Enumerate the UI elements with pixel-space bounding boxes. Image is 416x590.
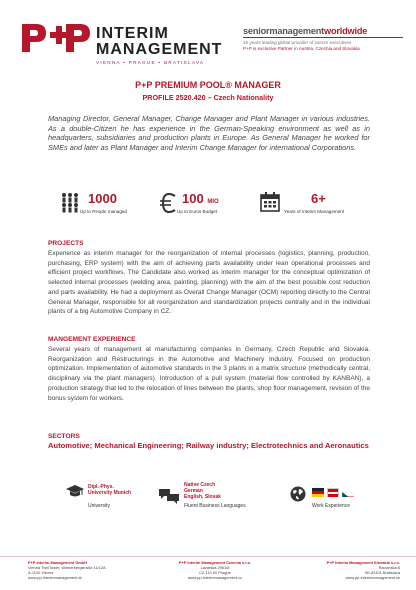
stat-people-value: 1000 <box>88 191 117 206</box>
profile-summary: Managing Director, General Manager, Change Manager and Plant Manager in various industries. As a double-Citizen he has experience in the German-Speaking environment as well as in headquarters, subsidiaries and production plants in Europe. As General Manager he worked for SMEs and later as Plant Manager and Interim Change Manager for international Corporations. <box>48 114 370 152</box>
stat-budget-label: Up to Euros Budget <box>177 209 218 214</box>
pp-logo-mark <box>20 22 92 54</box>
profile-id: PROFILE 2520.420 – Czech Nationality <box>142 93 274 102</box>
stat-people-label: Up to People managed <box>80 209 127 214</box>
germany-flag-icon <box>312 488 324 497</box>
smw-title: seniormanagementworldwide <box>243 26 368 36</box>
pp-logo-text <box>96 25 223 65</box>
profile-title: P+P PREMIUM POOL® MANAGER <box>135 80 281 90</box>
globe-icon <box>290 486 306 507</box>
footer-slovakia: P+P Interim Management Slovakia s.r.o. Racianska 8 SK-81101 Bratislava www.pp-interimmanagement.sk <box>284 560 400 580</box>
badge-languages-text: Native Czech German English, Slovak <box>184 482 221 501</box>
graduation-cap-icon <box>66 484 84 505</box>
logo-interim: INTERIM <box>96 25 169 42</box>
footer-austria: P+P Interim Management GmbH Vienna TwinTower, Wienerbergstraße 11/12A A-1100 Vienna www.pp-interimmanagement.at <box>28 560 148 580</box>
footer-austria-link[interactable]: www.pp-interimmanagement.at <box>28 575 82 580</box>
stat-years <box>260 192 370 220</box>
people-icon <box>60 192 82 214</box>
sectors-heading: SECTORS <box>48 433 80 440</box>
footer-czechia: P+P Interim Management Czechia s.r.o. Lazarska 2961/8 CZ-110 00 Prague www.pp-interimmanagement.cz <box>160 560 270 580</box>
smw-divider <box>243 37 403 38</box>
footer-divider <box>0 556 416 557</box>
stat-years-value: 6+ <box>311 191 326 206</box>
logo-management: MANAGEMENT <box>96 41 223 58</box>
sectors-text: Automotive; Mechanical Engineering; Railway industry; Electrotechnics and Aeronautics <box>48 441 369 450</box>
stat-people <box>60 192 150 220</box>
footer-slovakia-link[interactable]: www.pp-interimmanagement.sk <box>345 575 400 580</box>
badge-university-label: University <box>88 503 110 509</box>
stat-years-label: Years of Interim Management <box>284 209 345 214</box>
smw-subtitle: 15 years leading global provider of interim executives <box>243 40 352 45</box>
badge-university-text: Dipl.-Phys. University Munich <box>88 484 132 497</box>
stat-budget <box>160 192 260 220</box>
calendar-icon <box>260 192 282 214</box>
speech-bubbles-icon <box>158 488 180 509</box>
badge-languages-label: Fluent Business Languages <box>184 503 246 509</box>
management-text: Several years of management at manufacturing companies in Germany, Czech Republic and Slovakia. Reorganization and Restructurings in the Automotive and Machinery Industry. Focused on production optimization. Implementation of automotive standards in the 3 plants in a matrix structure (methodically central, disciplinary via the plant managers). Introduction of a pull system (material flow controlled by KANBAN), a production strategy that led to the relocation of lines between the plants, shop floor management, revision of the bonus system for workers. <box>48 346 370 402</box>
projects-text: Experience as interim manager for the reorganization of internal processes (logistics, planning, production, purchasing, ERP system) with the aim of achieving parts availability under lean operational processes and efficient project workflows. The Candidate also worked as interim manager for the conceptual optimization of selected internal processes (welding area, painting, planning) with the aim of the best possible cost reduction and parts availability. He had a deployment as Overall Change Manager (OCM) reporting directly to the Central General Manager, responsible for all reorganization and standardization projects centrally and in the individual plants of a big Automotive Company in CZ. <box>48 250 370 316</box>
logo-cities: VIENNA • PRAGUE • BRATISLAVA <box>96 60 205 65</box>
smw-logo <box>243 26 403 52</box>
footer-czechia-link[interactable]: www.pp-interimmanagement.cz <box>187 575 243 580</box>
czech-flag-icon <box>342 488 354 497</box>
projects-heading: PROJECTS <box>48 240 84 247</box>
management-heading: MANGEMENT EXPERIENCE <box>48 336 136 343</box>
stat-budget-value: 100 MIO <box>182 191 219 206</box>
badge-work-experience-label: Work Experience <box>312 503 350 509</box>
smw-partner-note: P+P is exclusive Partner in Austria, Czechia and Slovakia <box>243 46 360 51</box>
austria-flag-icon <box>327 488 339 497</box>
